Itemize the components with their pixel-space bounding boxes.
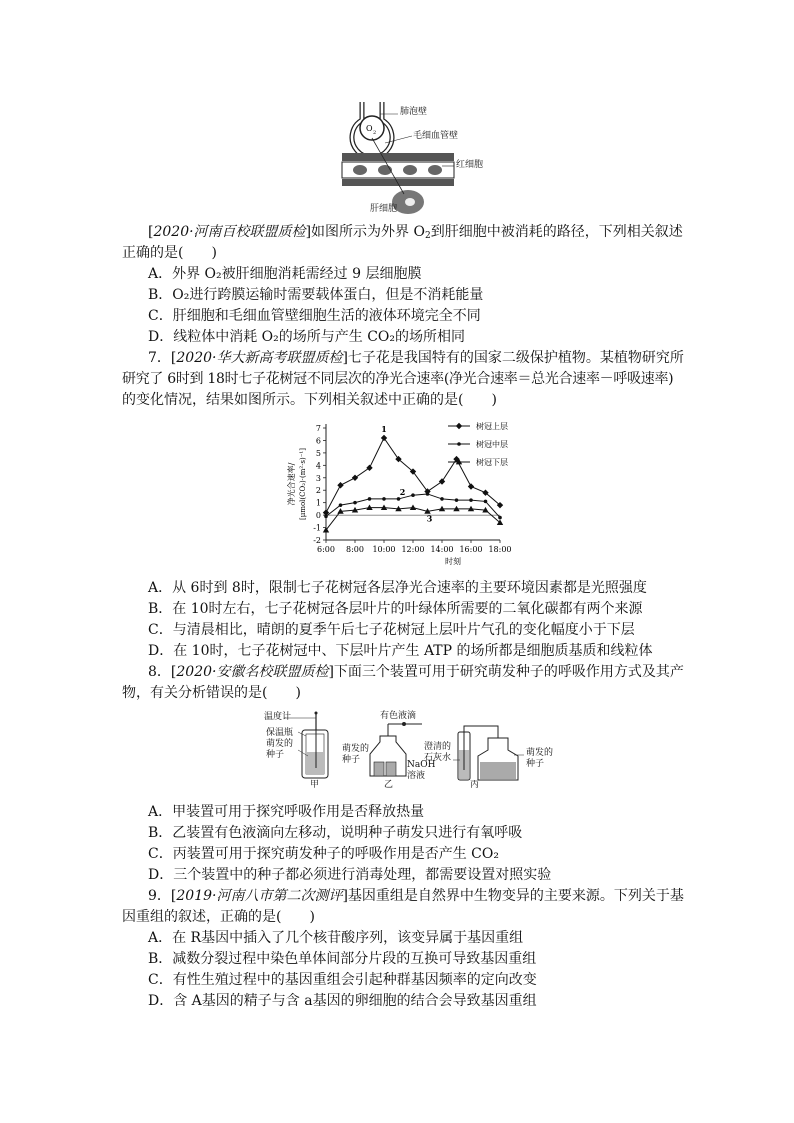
x-axis-label: 时刻 [445, 557, 461, 566]
data-point-s1-8 [440, 497, 444, 501]
legend-label-0: 树冠上层 [476, 422, 508, 431]
q7-option-a: A．从 6时到 8时，限制七子花树冠各层净光合速率的主要环境因素都是光照强度 [148, 580, 647, 596]
data-point-s1-0 [324, 515, 328, 519]
q6-stem-line1: [2020·河南百校联盟质检]如图所示为外界 $O_2$到肝细胞中被消耗的路径，下列相关叙述 [148, 224, 683, 241]
legend-marker-1 [457, 442, 461, 446]
red-cell-label: 红细胞 [456, 160, 484, 170]
svg-text:2: 2 [373, 130, 377, 136]
q7-option-b: B．在 10时左右，七子花树冠各层叶片的叶绿体所需要的二氧化碳都有两个来源 [148, 601, 643, 617]
curve-annotation-2: 2 [399, 486, 406, 497]
legend-label-2: 树冠下层 [476, 458, 508, 467]
q9-option-b: B．减数分裂过程中染色单体间部分片段的互换可导致基因重组 [148, 951, 537, 967]
x-tick-label: 8:00 [346, 545, 364, 554]
q8-option-b: B．乙装置有色液滴向左移动，说明种子萌发只进行有氧呼吸 [148, 825, 523, 841]
label-thermometer: 温度计 [264, 712, 292, 722]
data-point-s1-11 [484, 500, 488, 504]
data-point-s1-12 [498, 516, 502, 520]
o2-label: O [366, 124, 373, 133]
capillary-wall-label: 毛细血管壁 [413, 131, 459, 141]
q6-option-c: C．肝细胞和毛细血管壁细胞生活的液体环境完全不同 [148, 308, 481, 324]
label-seeds-bing-1: 萌发的 [526, 748, 554, 758]
q8-option-c: C．丙装置可用于探究萌发种子的呼吸作用是否产生 CO₂ [148, 846, 499, 862]
data-point-s1-10 [469, 498, 473, 502]
curve-annotation-1: 1 [381, 423, 387, 434]
label-lime-2: 石灰水 [424, 753, 452, 763]
y-tick-label: 1 [315, 498, 321, 508]
x-tick-label: 12:00 [401, 545, 425, 554]
q7-stem-line1: 7．[2020·华大新高考联盟质检]七子花是我国特有的国家二级保护植物。某植物研究所 [148, 350, 684, 366]
q8-option-a: A．甲装置可用于探究呼吸作用是否释放热量 [148, 804, 425, 820]
data-point-s0-1 [337, 482, 343, 488]
data-point-s0-8 [439, 478, 445, 484]
label-seeds-jia-1: 萌发的 [266, 739, 294, 749]
y-axis-label-1: 净光合速率/ [287, 462, 296, 506]
q6-option-d: D．线粒体中消耗 O₂的场所与产生 CO₂的场所相同 [148, 329, 466, 345]
net-photosynthesis-chart [280, 418, 520, 568]
curve-annotation-3: 3 [426, 513, 433, 524]
label-jia: 甲 [310, 780, 320, 790]
q9-option-a: A．在 R基因中插入了几个核苷酸序列，该变异属于基因重组 [148, 930, 524, 946]
data-point-s0-2 [352, 475, 358, 481]
label-colored-drop: 有色液滴 [380, 711, 417, 721]
q7-stem-line2: 研究了 6时到 18时七子花树冠不同层次的净光合速率(净光合速率＝总光合速率－呼吸速率) [122, 371, 674, 387]
y-tick-label: 7 [315, 424, 321, 433]
q7-option-d: D．在 10时，七子花树冠中、下层叶片产生 ATP 的场所都是细胞质基质和线粒体 [148, 643, 653, 659]
y-tick-label: 0 [315, 511, 321, 521]
q9-stem-line2: 因重组的叙述，正确的是( ) [122, 909, 315, 925]
label-seeds-bing-2: 种子 [526, 759, 545, 769]
label-seeds-yi-1: 萌发的 [342, 744, 370, 754]
label-thermos: 保温瓶 [266, 728, 294, 738]
q9-option-c: C．有性生殖过程中的基因重组会引起种群基因频率的定向改变 [148, 972, 537, 988]
y-tick-label: 6 [315, 436, 321, 446]
legend-label-1: 树冠中层 [476, 440, 508, 449]
x-tick-label: 16:00 [459, 545, 483, 554]
y-tick-label: 4 [315, 461, 321, 471]
label-naoh-2: 溶液 [407, 771, 426, 781]
y-tick-label: 2 [315, 486, 321, 496]
x-tick-label: 14:00 [430, 545, 454, 554]
q7-option-c: C．与清晨相比，晴朗的夏季午后七子花树冠上层叶片气孔的变化幅度小于下层 [148, 622, 635, 638]
label-naoh-1: NaOH [407, 760, 436, 770]
q6-stem-line2: 正确的是( ) [122, 245, 217, 261]
label-seeds-yi-2: 种子 [342, 755, 361, 765]
q7-stem-line3: 的变化情况，结果如图所示。下列相关叙述中正确的是( ) [122, 392, 497, 408]
data-point-s1-1 [339, 503, 343, 507]
alveolus-wall-label: 肺泡壁 [400, 107, 428, 117]
q9-option-d: D．含 A基因的精子与含 a基因的卵细胞的结合会导致基因重组 [148, 993, 537, 1009]
label-yi: 乙 [384, 780, 394, 790]
y-tick-label: 5 [315, 448, 321, 458]
label-bing: 丙 [470, 780, 480, 790]
x-tick-label: 10:00 [372, 545, 396, 554]
data-point-s1-3 [368, 497, 372, 501]
data-point-s1-7 [426, 492, 430, 496]
liver-cell-label: 肝细胞 [370, 204, 398, 214]
q6-option-b: B．O₂进行跨膜运输时需要载体蛋白，但是不消耗能量 [148, 287, 484, 303]
q8-stem-line1: 8．[2020·安徽名校联盟质检]下面三个装置可用于研究萌发种子的呼吸作用方式及其产 [148, 664, 684, 680]
data-point-s0-4 [381, 435, 387, 441]
label-seeds-jia-2: 种子 [266, 750, 285, 760]
q9-stem-line1: 9．[2019·河南八市第二次测评]基因重组是自然界中生物变异的主要来源。下列关于基 [148, 888, 684, 904]
q8-stem-line2: 物，有关分析错误的是( ) [122, 685, 301, 701]
data-point-s1-2 [353, 501, 357, 505]
y-tick-label: 3 [315, 473, 321, 483]
series-line-0 [326, 438, 500, 513]
data-point-s1-6 [411, 493, 415, 497]
x-tick-label: 18:00 [488, 545, 512, 554]
y-axis-label-2: [μmol(CO₂)·(m²·s)⁻¹] [299, 448, 307, 520]
q8-option-d: D．三个装置中的种子都必须进行消毒处理，都需要设置对照实验 [148, 867, 552, 883]
q6-option-a: A．外界 O₂被肝细胞消耗需经过 9 层细胞膜 [148, 266, 422, 282]
x-tick-label: 6:00 [317, 545, 335, 554]
data-point-s2-6 [410, 504, 416, 510]
legend-marker-0 [456, 423, 462, 429]
label-lime-1: 澄清的 [424, 742, 452, 752]
data-point-s1-9 [455, 498, 459, 502]
data-point-s0-10 [468, 483, 474, 489]
data-point-s1-5 [397, 497, 401, 501]
y-tick-label: -2 [313, 536, 321, 545]
data-point-s1-4 [382, 497, 386, 501]
y-tick-label: -1 [313, 523, 321, 533]
data-point-s0-3 [366, 465, 372, 471]
